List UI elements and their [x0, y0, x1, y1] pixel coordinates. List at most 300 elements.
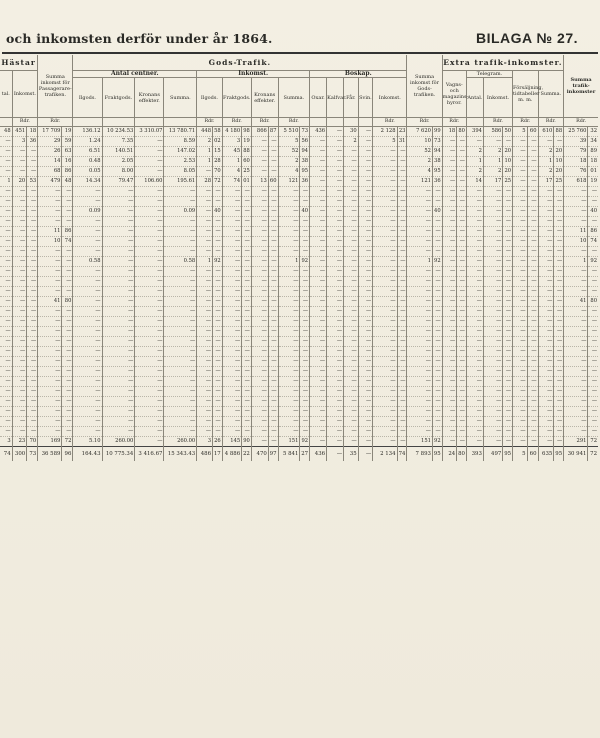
table-cell: — — [538, 327, 554, 337]
table-cell: — — [251, 207, 268, 217]
table-cell: — — [135, 327, 164, 337]
table-cell: — — [466, 417, 483, 427]
table-cell: 41 — [564, 297, 588, 307]
table-cell: — — [327, 127, 344, 137]
table-cell: — — [344, 177, 359, 187]
table-cell: — — [12, 147, 27, 157]
table-cell: — — [554, 277, 564, 287]
table-cell: — — [457, 327, 467, 337]
table-cell: — — [164, 347, 197, 357]
fraktgods-income-header: Fraktgods. — [222, 78, 251, 118]
table-cell: — — [503, 267, 513, 277]
table-cell: — — [554, 267, 564, 277]
table-cell: — — [327, 407, 344, 417]
table-cell: — — [513, 207, 528, 217]
table-cell: — — [554, 347, 564, 357]
table-cell: — — [102, 187, 135, 197]
table-cell: — — [538, 337, 554, 347]
table-cell: — — [62, 267, 73, 277]
table-cell: — — [358, 447, 373, 462]
table-cell: 01 — [588, 167, 598, 177]
table-cell: — — [278, 237, 300, 247]
table-cell: — — [135, 367, 164, 377]
table-cell: 5 — [278, 137, 300, 147]
table-cell: — — [268, 367, 278, 377]
table-cell: 3 416.67 — [135, 447, 164, 462]
table-cell: — — [432, 187, 442, 197]
table-cell: — — [432, 287, 442, 297]
table-cell: — — [513, 387, 528, 397]
total-traffic-header: Summa trafik-inkomster — [564, 55, 598, 118]
table-cell: — — [310, 167, 327, 177]
table-cell: — — [310, 327, 327, 337]
table-cell: — — [27, 367, 38, 377]
table-cell: — — [466, 407, 483, 417]
table-cell: — — [564, 357, 588, 367]
table-cell: — — [213, 407, 223, 417]
table-cell: — — [242, 357, 252, 367]
table-cell: 18 — [442, 127, 457, 137]
table-cell: — — [527, 257, 538, 267]
table-cell: 88 — [554, 127, 564, 137]
table-cell: 470 — [251, 447, 268, 462]
table-cell: — — [242, 187, 252, 197]
table-cell: — — [527, 337, 538, 347]
table-cell: — — [483, 367, 502, 377]
table-cell: 99 — [432, 127, 442, 137]
table-cell: — — [222, 187, 241, 197]
table-cell: — — [222, 427, 241, 437]
table-cell: — — [251, 197, 268, 207]
table-cell: — — [197, 287, 213, 297]
table-cell: — — [135, 217, 164, 227]
table-cell: — — [327, 367, 344, 377]
table-cell: — — [373, 157, 397, 167]
table-cell: — — [554, 397, 564, 407]
table-cell: — — [62, 407, 73, 417]
table-cell: — — [0, 287, 12, 297]
table-cell: — — [344, 387, 359, 397]
unit-cell — [358, 118, 373, 127]
table-cell: — — [432, 357, 442, 367]
table-cell: — — [38, 427, 62, 437]
table-cell: — — [12, 287, 27, 297]
table-cell: — — [222, 357, 241, 367]
table-cell: — — [278, 317, 300, 327]
table-cell: — — [102, 227, 135, 237]
table-cell: — — [483, 197, 502, 207]
table-cell: 2 — [483, 167, 502, 177]
table-cell: — — [503, 327, 513, 337]
table-cell: — — [466, 397, 483, 407]
table-cell: 2 — [466, 147, 483, 157]
table-cell: — — [62, 207, 73, 217]
table-row — [0, 297, 598, 307]
table-cell: — — [213, 307, 223, 317]
table-cell: — — [513, 377, 528, 387]
table-cell: — — [197, 367, 213, 377]
table-cell: — — [327, 297, 344, 307]
table-cell: — — [251, 367, 268, 377]
table-cell: — — [251, 157, 268, 167]
table-cell: — — [278, 307, 300, 317]
table-cell: — — [358, 327, 373, 337]
table-cell: 45 — [222, 147, 241, 157]
table-cell: — — [12, 297, 27, 307]
unit-cell — [466, 118, 483, 127]
table-cell: — — [373, 227, 397, 237]
table-cell: — — [73, 337, 102, 347]
table-cell: — — [457, 287, 467, 297]
table-cell: — — [38, 317, 62, 327]
table-cell: — — [27, 197, 38, 207]
table-cell: 1 — [278, 257, 300, 267]
table-cell: — — [73, 297, 102, 307]
table-cell: — — [62, 317, 73, 327]
table-cell: — — [268, 377, 278, 387]
table-cell: — — [373, 377, 397, 387]
table-cell: — — [0, 327, 12, 337]
table-cell: — — [538, 367, 554, 377]
table-cell: — — [503, 437, 513, 447]
table-cell: — — [513, 417, 528, 427]
table-cell: — — [373, 307, 397, 317]
summa-passenger-header: Summa inkomst för Passagerare-trafiken. — [38, 55, 73, 118]
table-cell: 1.24 — [73, 137, 102, 147]
table-cell: — — [327, 447, 344, 462]
table-cell: — — [38, 417, 62, 427]
table-cell: 1 — [483, 157, 502, 167]
table-cell: — — [0, 307, 12, 317]
table-cell: — — [164, 237, 197, 247]
table-cell: — — [73, 277, 102, 287]
table-cell: — — [102, 217, 135, 227]
table-cell: 36 — [27, 137, 38, 147]
table-cell: — — [242, 267, 252, 277]
table-cell: — — [588, 267, 598, 277]
table-row — [0, 227, 598, 237]
table-cell: 618 — [564, 177, 588, 187]
table-cell: — — [344, 417, 359, 427]
table-cell: — — [457, 267, 467, 277]
table-cell: — — [483, 407, 502, 417]
table-cell: — — [242, 387, 252, 397]
table-cell: — — [407, 307, 433, 317]
table-cell: — — [327, 287, 344, 297]
table-cell: — — [527, 247, 538, 257]
table-cell: — — [564, 197, 588, 207]
table-cell: — — [358, 407, 373, 417]
table-row — [0, 157, 598, 167]
table-cell: — — [527, 397, 538, 407]
table-cell: — — [588, 337, 598, 347]
table-cell: — — [397, 317, 407, 327]
table-cell: — — [102, 347, 135, 357]
table-cell: — — [242, 317, 252, 327]
table-cell: — — [466, 427, 483, 437]
table-cell: — — [483, 247, 502, 257]
table-cell: — — [344, 147, 359, 157]
table-cell: — — [554, 387, 564, 397]
table-cell: 3 310.07 — [135, 127, 164, 137]
table-cell: — — [483, 257, 502, 267]
table-cell: — — [457, 247, 467, 257]
table-cell: — — [457, 157, 467, 167]
table-cell: 3 — [12, 137, 27, 147]
table-cell: — — [407, 327, 433, 337]
table-cell: — — [197, 267, 213, 277]
table-cell: — — [38, 267, 62, 277]
table-cell: 866 — [251, 127, 268, 137]
table-cell: — — [27, 327, 38, 337]
table-cell: — — [513, 227, 528, 237]
table-cell: — — [38, 197, 62, 207]
table-cell: — — [503, 377, 513, 387]
table-cell: — — [251, 317, 268, 327]
table-cell: 35 — [344, 447, 359, 462]
table-cell: — — [397, 297, 407, 307]
table-cell: — — [62, 367, 73, 377]
table-cell: — — [466, 337, 483, 347]
table-cell: — — [588, 407, 598, 417]
table-cell: — — [73, 347, 102, 357]
table-cell: — — [12, 227, 27, 237]
table-cell: — — [197, 407, 213, 417]
table-cell: — — [432, 327, 442, 337]
table-cell: — — [373, 207, 397, 217]
table-cell: — — [300, 307, 310, 317]
table-cell: 97 — [268, 447, 278, 462]
table-cell: — — [164, 307, 197, 317]
table-cell: — — [268, 157, 278, 167]
table-cell: — — [268, 237, 278, 247]
table-cell: — — [268, 207, 278, 217]
table-cell: — — [164, 397, 197, 407]
table-cell: — — [278, 277, 300, 287]
table-cell: — — [527, 207, 538, 217]
table-cell: — — [513, 297, 528, 307]
table-cell: 5.10 — [73, 437, 102, 447]
table-cell: — — [242, 337, 252, 347]
table-cell: 5 841 — [278, 447, 300, 462]
table-cell: — — [358, 207, 373, 217]
table-cell: 13 — [251, 177, 268, 187]
table-cell: — — [310, 397, 327, 407]
table-cell: — — [268, 147, 278, 157]
table-cell: — — [73, 417, 102, 427]
table-row — [0, 137, 598, 147]
table-cell: — — [135, 387, 164, 397]
table-cell: — — [327, 327, 344, 337]
table-cell: — — [358, 337, 373, 347]
table-cell: — — [407, 267, 433, 277]
table-cell: — — [102, 327, 135, 337]
table-cell: — — [503, 297, 513, 307]
table-cell: — — [554, 377, 564, 387]
table-cell: 151 — [407, 437, 433, 447]
table-cell: — — [12, 427, 27, 437]
table-cell: — — [442, 307, 457, 317]
table-cell: — — [197, 297, 213, 307]
table-cell: — — [327, 427, 344, 437]
table-cell: — — [27, 257, 38, 267]
table-cell: — — [503, 387, 513, 397]
table-row — [0, 427, 598, 437]
table-cell: — — [310, 177, 327, 187]
table-cell: — — [197, 427, 213, 437]
table-cell: — — [432, 267, 442, 277]
table-cell: 24 — [442, 447, 457, 462]
table-cell: — — [197, 357, 213, 367]
table-cell: 20 — [503, 167, 513, 177]
table-row — [0, 377, 598, 387]
table-cell: — — [503, 277, 513, 287]
table-cell: 53 — [27, 177, 38, 187]
table-cell: 136.12 — [73, 127, 102, 137]
table-cell: — — [251, 257, 268, 267]
table-cell: — — [554, 227, 564, 237]
table-cell: — — [197, 217, 213, 227]
table-cell: — — [466, 187, 483, 197]
table-cell: — — [538, 407, 554, 417]
table-cell: 7 893 — [407, 447, 433, 462]
table-row — [0, 287, 598, 297]
table-cell: 19 — [62, 127, 73, 137]
table-cell: — — [268, 187, 278, 197]
table-cell: — — [407, 287, 433, 297]
table-cell: — — [300, 197, 310, 207]
table-cell: — — [251, 187, 268, 197]
table-cell: — — [0, 347, 12, 357]
table-cell: — — [164, 327, 197, 337]
table-cell: — — [483, 327, 502, 337]
table-cell: — — [213, 237, 223, 247]
table-cell: — — [251, 337, 268, 347]
table-row — [0, 417, 598, 427]
table-cell: 6.51 — [73, 147, 102, 157]
table-cell: — — [135, 227, 164, 237]
table-cell: — — [242, 327, 252, 337]
table-cell: — — [466, 257, 483, 267]
table-cell: — — [397, 427, 407, 437]
table-cell: — — [564, 367, 588, 377]
table-cell: 29 — [38, 137, 62, 147]
table-cell: — — [164, 417, 197, 427]
table-cell: — — [300, 227, 310, 237]
table-cell: — — [503, 257, 513, 267]
table-cell: — — [373, 187, 397, 197]
table-cell: — — [135, 197, 164, 207]
table-cell: — — [457, 427, 467, 437]
table-cell: — — [588, 287, 598, 297]
table-cell: 73 — [300, 127, 310, 137]
table-cell: 4 — [222, 167, 241, 177]
table-cell: — — [73, 217, 102, 227]
table-cell: — — [564, 307, 588, 317]
table-cell: — — [344, 357, 359, 367]
table-cell: — — [344, 197, 359, 207]
table-cell: 5 510 — [278, 127, 300, 137]
table-cell: — — [442, 137, 457, 147]
table-cell: 140.51 — [102, 147, 135, 157]
table-row — [0, 267, 598, 277]
table-cell: — — [310, 217, 327, 227]
table-cell: — — [432, 377, 442, 387]
table-cell: — — [327, 137, 344, 147]
table-cell: — — [564, 337, 588, 347]
table-cell: — — [310, 317, 327, 327]
table-cell: — — [27, 277, 38, 287]
table-cell: — — [27, 407, 38, 417]
centner-header: Antal centner. — [73, 71, 197, 78]
table-cell: — — [278, 287, 300, 297]
table-cell: — — [278, 387, 300, 397]
table-cell: — — [327, 277, 344, 287]
table-cell: — — [538, 347, 554, 357]
table-cell: 2.05 — [102, 157, 135, 167]
table-cell: — — [242, 397, 252, 407]
unit-cell: Rdr. — [407, 118, 442, 127]
table-row — [0, 387, 598, 397]
table-cell: — — [483, 137, 502, 147]
table-cell: — — [27, 247, 38, 257]
table-cell: — — [300, 327, 310, 337]
table-cell: 0.09 — [164, 207, 197, 217]
table-cell: 40 — [300, 207, 310, 217]
table-cell: — — [564, 387, 588, 397]
table-cell: — — [513, 287, 528, 297]
unit-cell: Rdr. — [373, 118, 407, 127]
table-cell: 2 134 — [373, 447, 397, 462]
table-cell: 25 — [242, 167, 252, 177]
table-cell: 92 — [213, 257, 223, 267]
table-cell: 31 — [397, 137, 407, 147]
table-cell: 58 — [213, 127, 223, 137]
table-cell: — — [213, 337, 223, 347]
table-cell: — — [483, 237, 502, 247]
table-cell: — — [457, 257, 467, 267]
table-cell: — — [310, 427, 327, 437]
table-cell: — — [466, 347, 483, 357]
table-cell: 164.43 — [73, 447, 102, 462]
table-cell: — — [12, 157, 27, 167]
table-cell: — — [62, 247, 73, 257]
table-cell: — — [135, 147, 164, 157]
unit-cell — [73, 118, 102, 127]
table-cell: — — [457, 367, 467, 377]
table-cell: 19 — [242, 137, 252, 147]
unit-cell — [135, 118, 164, 127]
table-cell: 2 — [344, 137, 359, 147]
table-cell: 121 — [407, 177, 433, 187]
table-cell: — — [102, 247, 135, 257]
table-cell: — — [222, 247, 241, 257]
table-cell: — — [251, 347, 268, 357]
table-cell: — — [222, 207, 241, 217]
table-cell: — — [373, 247, 397, 257]
table-cell: — — [527, 137, 538, 147]
ilgods-header: Ilgods. — [73, 78, 102, 118]
table-cell: — — [564, 277, 588, 287]
table-cell: — — [358, 157, 373, 167]
table-cell: — — [73, 407, 102, 417]
table-cell: — — [344, 277, 359, 287]
table-cell: — — [588, 317, 598, 327]
table-cell: 60 — [527, 127, 538, 137]
table-cell: — — [310, 417, 327, 427]
table-cell: — — [213, 267, 223, 277]
table-cell: — — [222, 387, 241, 397]
